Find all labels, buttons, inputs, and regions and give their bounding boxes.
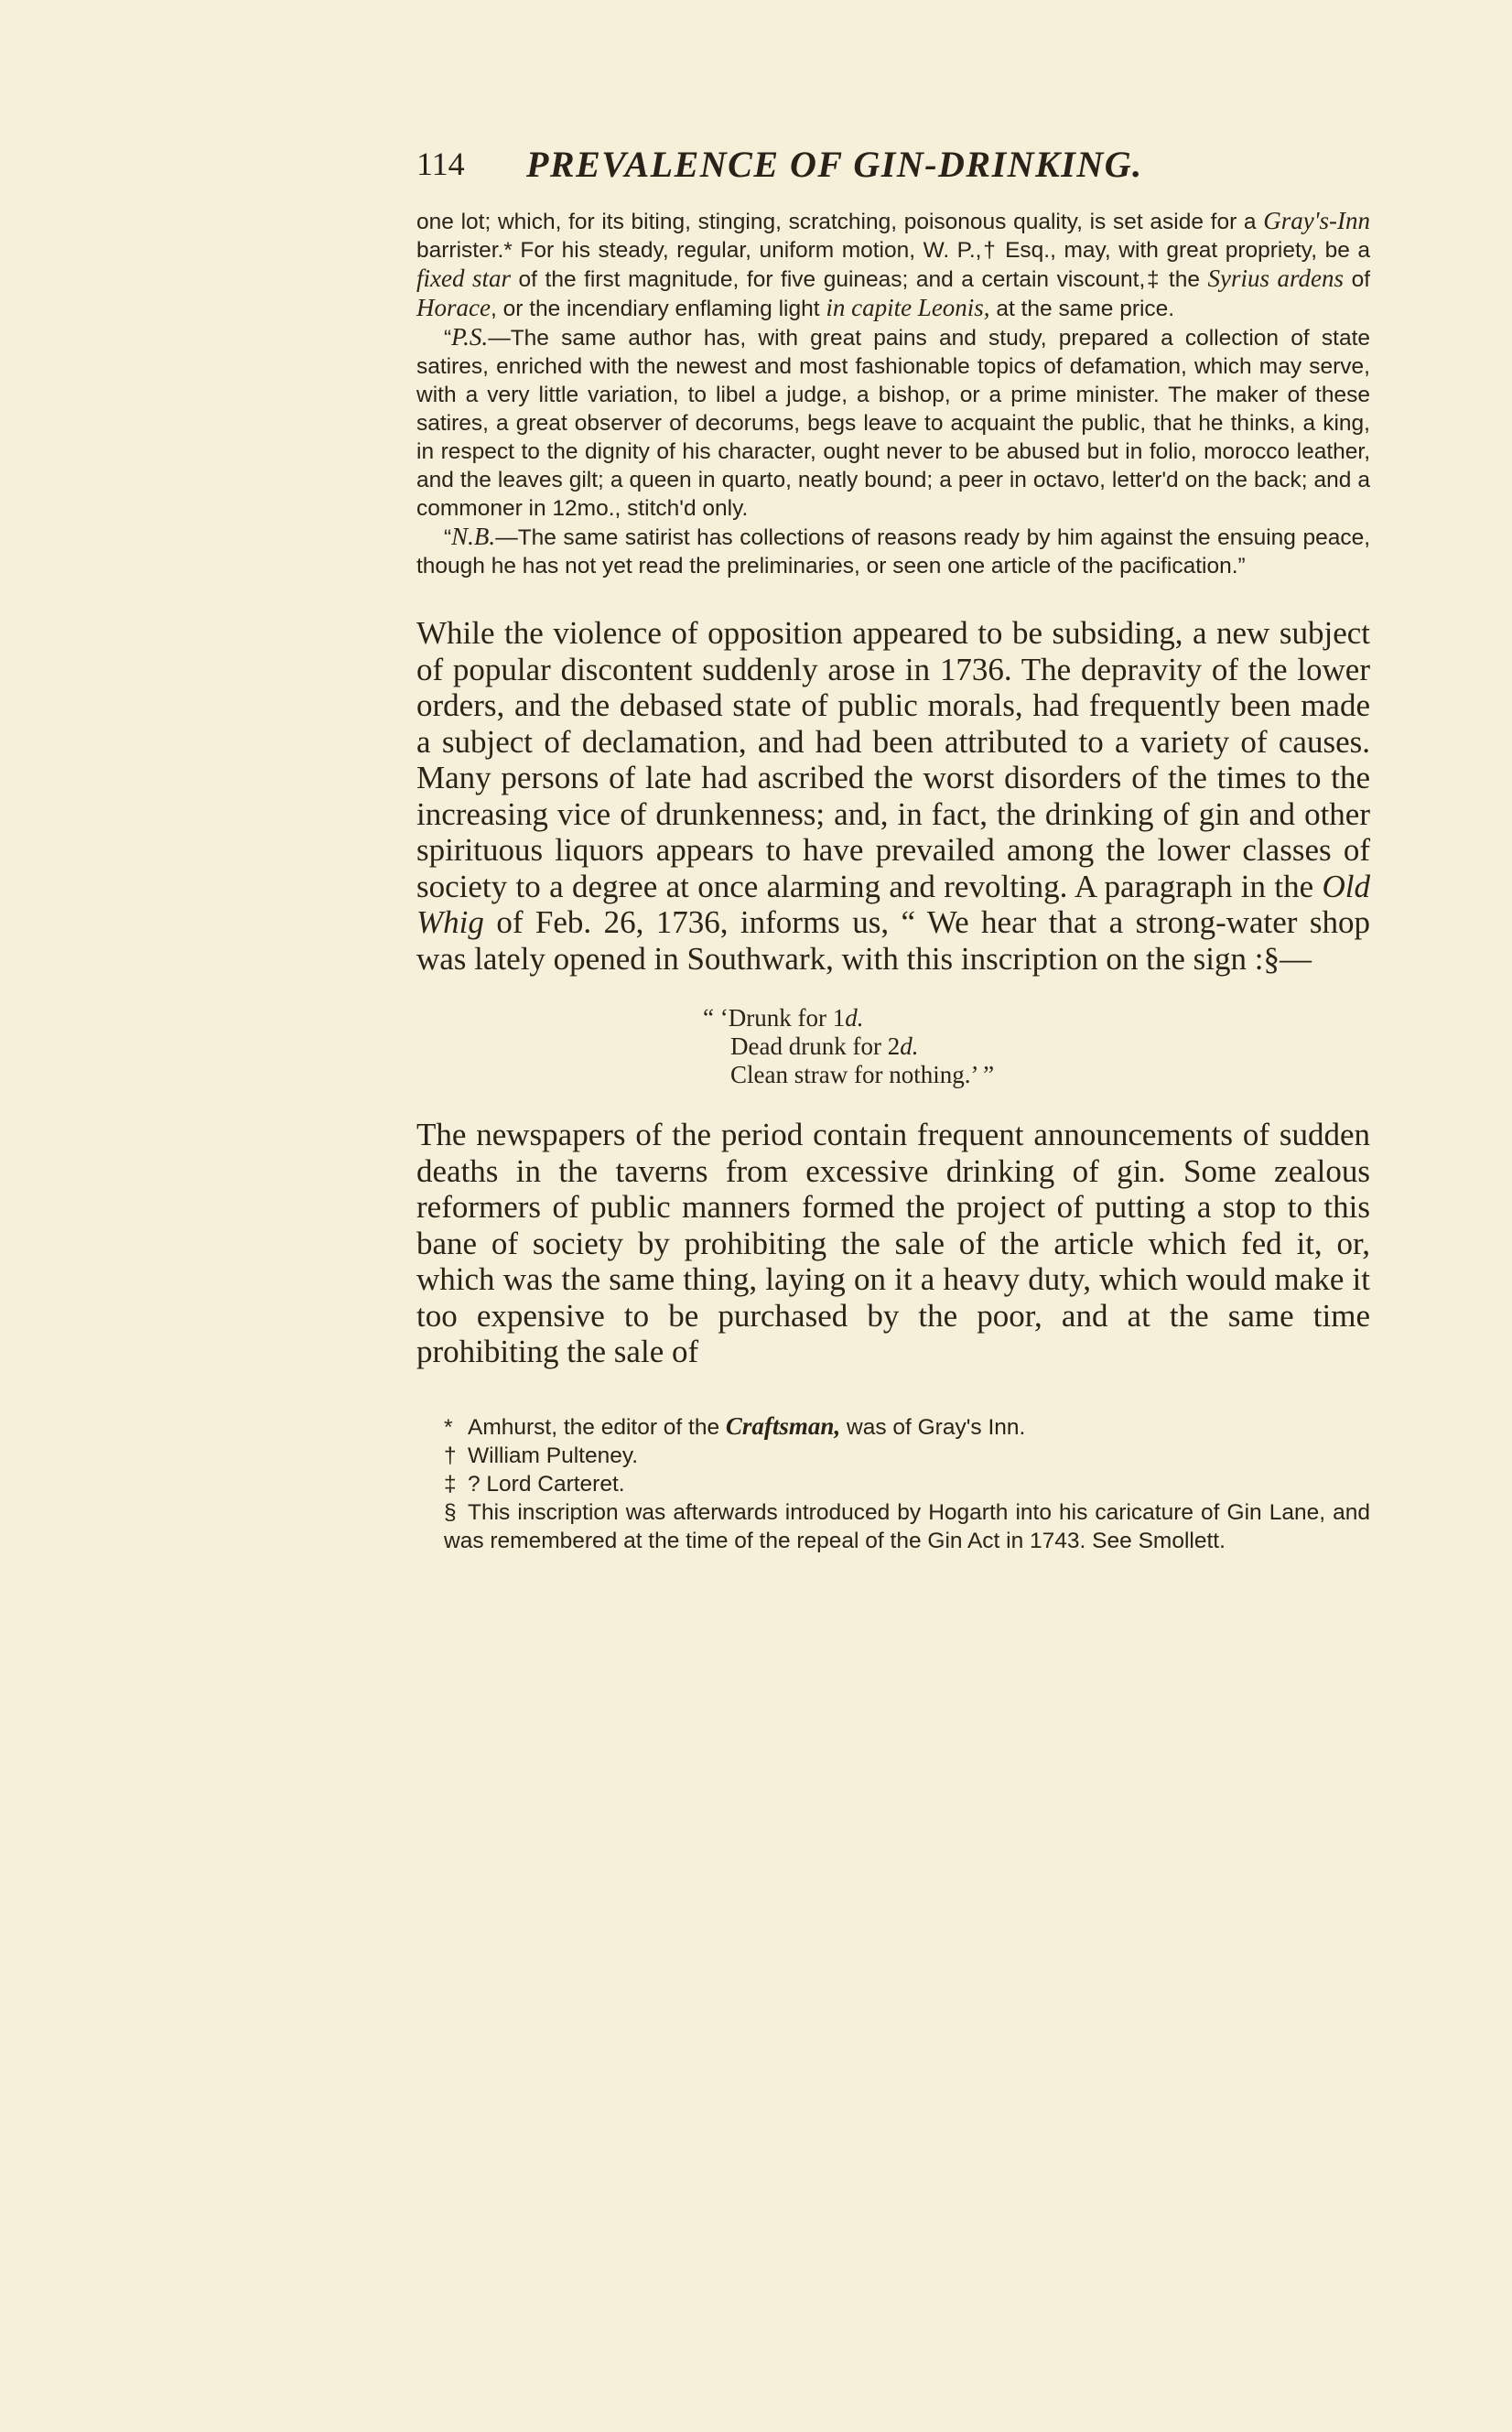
sign-line-2: Dead drunk for 2d. <box>730 1032 919 1060</box>
sign-line-3: Clean straw for nothing.’ ” <box>730 1061 995 1088</box>
sign-inscription <box>703 1004 1370 1089</box>
footnote-4: § This inscription was afterwards introduced by Hogarth into his caricature of Gin Lane, and was remembered at the time of the repeal of the Gin Act in 1743. See Smollett. <box>444 1499 1370 1553</box>
footnotes <box>416 1412 1370 1555</box>
footnote-3: ‡ ? Lord Carteret. <box>444 1471 625 1497</box>
running-title: PREVALENCE OF GIN-DRINKING. <box>526 144 1143 185</box>
footnote-2: † William Pulteney. <box>444 1443 639 1468</box>
page-header <box>416 137 1370 201</box>
extract-paragraph-nb: “N.B.—The same satirist has collections of reasons ready by him against the ensuing peace, though he has not yet read the preliminaries, or seen one article of the pacification.” <box>416 523 1370 578</box>
main-text <box>416 615 1370 1370</box>
quoted-extract <box>416 207 1370 580</box>
book-page <box>416 137 1370 1555</box>
sign-line-1: “ ‘Drunk for 1d. <box>703 1004 864 1032</box>
page-number: 114 <box>416 146 465 182</box>
extract-paragraph-ps: “P.S.—The same author has, with great pains and study, prepared a collection of state satires, enriched with the newest and most fashionable topics of defamation, which may serve, with a very little variation, to libel a judge, a bishop, or a prime minister. The maker of these satires, a great observer of decorums, begs leave to acquaint the public, that he thinks, a king, in respect to the dignity of his character, ought never to be abused but in folio, morocco leather, and the leaves gilt; a queen in quarto, neatly bound; a peer in octavo, letter'd on the back; and a commoner in 12mo., stitch'd only. <box>416 323 1370 521</box>
body-paragraph-2: The newspapers of the period contain frequent announcements of sudden deaths in the taverns from excessive drinking of gin. Some zealous reformers of public manners formed the project of putting a stop to this bane of society by prohibiting the sale of the article which fed it, or, which was the same thing, laying on it a heavy duty, which would make it too expensive to be purchased by the poor, and at the same time prohibiting the sale of <box>416 1117 1370 1369</box>
body-paragraph-1: While the violence of opposition appeared to be subsiding, a new subject of popular discontent suddenly arose in 1736. The depravity of the lower orders, and the debased state of public morals, had frequently been made a subject of declamation, and had been attributed to a variety of causes. Many persons of late had ascribed the worst disorders of the times to the increasing vice of drunkenness; and, in fact, the drinking of gin and other spirituous liquors appears to have prevailed among the lower classes of society to a degree at once alarming and revolting. A paragraph in the Old Whig of Feb. 26, 1736, informs us, “ We hear that a strong-water shop was lately opened in Southwark, with this inscription on the sign :§— <box>416 615 1370 977</box>
footnote-1: * Amhurst, the editor of the Craftsman, was of Gray's Inn. <box>444 1411 1026 1440</box>
extract-paragraph-1: one lot; which, for its biting, stinging, scratching, poisonous quality, is set aside for a Gray's-Inn barrister.* For his steady, regular, uniform motion, W. P.,† Esq., may, with great propriety, be a fixed star of the first magnitude, for five guineas; and a certain viscount,‡ the Syrius ardens of Horace, or the incendiary enflaming light in capite Leonis, at the same price. <box>416 207 1370 321</box>
